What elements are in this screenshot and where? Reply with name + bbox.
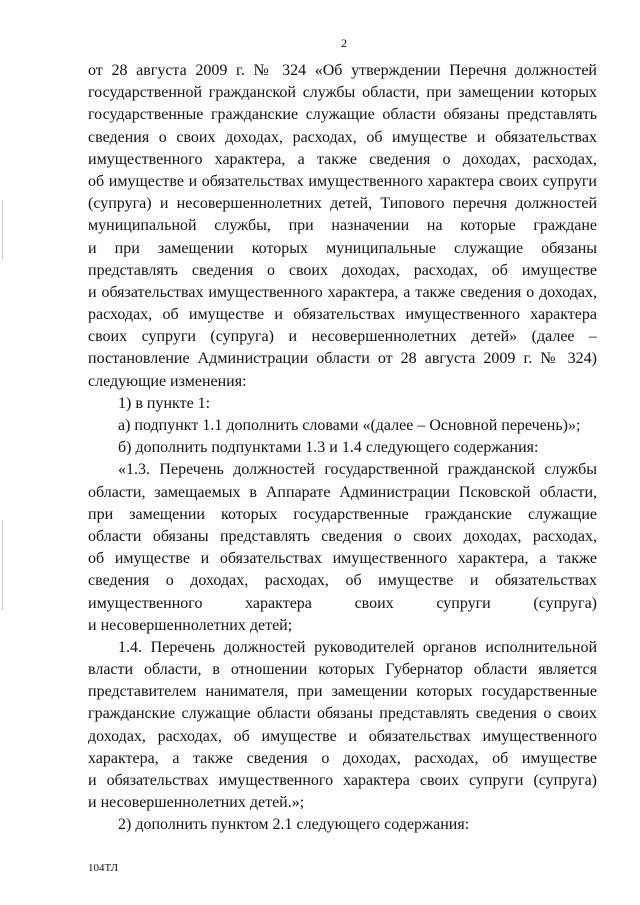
text-line: 1.4. Перечень должностей руководителей органов исполнительной	[118, 638, 597, 656]
text-line: об имуществе и обязательствах имущественного характера своих супруги	[88, 172, 597, 190]
text-line: от 28 августа 2009 г. № 324 «Об утверждении Перечня должностей	[88, 62, 597, 79]
text-line: имущественного характера, а также сведения о доходах, расходах,	[88, 150, 597, 168]
text-line: доходах, расходах, об имуществе и обязательствах имущественного	[88, 727, 597, 745]
text-line: расходах, об имуществе и обязательствах имущественного характера	[88, 306, 597, 324]
text-line: власти области, в отношении которых Губернатор области является	[88, 661, 597, 679]
text-line: и обязательствах имущественного характера своих супруги (супруга)	[88, 772, 597, 789]
text-line: области обязаны представлять сведения о своих доходах, расходах,	[88, 527, 597, 545]
text-line: 2) дополнить пунктом 2.1 следующего содержания:	[118, 816, 470, 834]
text-line: государственные гражданские служащие области обязаны представлять	[88, 106, 597, 124]
text-line: постановление Администрации области от 28 августа 2009 г. № 324)	[88, 350, 597, 368]
text-line: имущественного характера своих супруги (супруга)	[88, 594, 597, 612]
text-line: б) дополнить подпунктами 1.3 и 1.4 следующего содержания:	[118, 439, 539, 457]
text-line: характера, а также сведения о доходах, расходах, об имуществе	[88, 749, 597, 767]
scan-edge-mark	[2, 200, 3, 260]
scan-edge-mark	[2, 520, 3, 610]
text-line: «1.3. Перечень должностей государственной гражданской службы	[118, 461, 597, 479]
text-line: и при замещении которых муниципальные служащие обязаны	[88, 239, 597, 257]
document-body	[88, 60, 597, 837]
text-line: своих супруги (супруга) и несовершеннолетних детей» (далее –	[88, 328, 597, 346]
text-line: следующие изменения:	[88, 372, 247, 390]
text-line: (супруга) и несовершеннолетних детей, Типового перечня должностей	[88, 195, 597, 213]
text-line: области, замещаемых в Аппарате Администрации Псковской области,	[88, 483, 597, 501]
page-number: 2	[341, 36, 347, 50]
text-line: сведения о доходах, расходах, об имуществе и обязательствах	[88, 572, 597, 590]
text-line: об имуществе и обязательствах имущественного характера, а также	[88, 550, 597, 568]
text-line: представителем нанимателя, при замещении которых государственные	[88, 683, 597, 701]
text-line: 1) в пункте 1:	[118, 394, 211, 412]
text-line: государственной гражданской службы области, при замещении которых	[88, 84, 597, 102]
text-line: а) подпункт 1.1 дополнить словами «(далее – Основной перечень)»;	[118, 417, 581, 434]
text-line: и несовершеннолетних детей;	[88, 616, 293, 634]
text-line: сведения о своих доходах, расходах, об имуществе и обязательствах	[88, 128, 597, 146]
text-line: и несовершеннолетних детей.»;	[88, 794, 305, 812]
text-line: и обязательствах имущественного характера, а также сведения о доходах,	[88, 283, 597, 301]
text-line: представлять сведения о своих доходах, расходах, об имуществе	[88, 261, 597, 279]
text-line: гражданские служащие области обязаны представлять сведения о своих	[88, 705, 597, 723]
document-code: 104ТЛ	[88, 862, 119, 874]
text-line: при замещении которых государственные гражданские служащие	[88, 505, 597, 523]
text-line: муниципальной службы, при назначении на которые граждане	[88, 217, 597, 235]
